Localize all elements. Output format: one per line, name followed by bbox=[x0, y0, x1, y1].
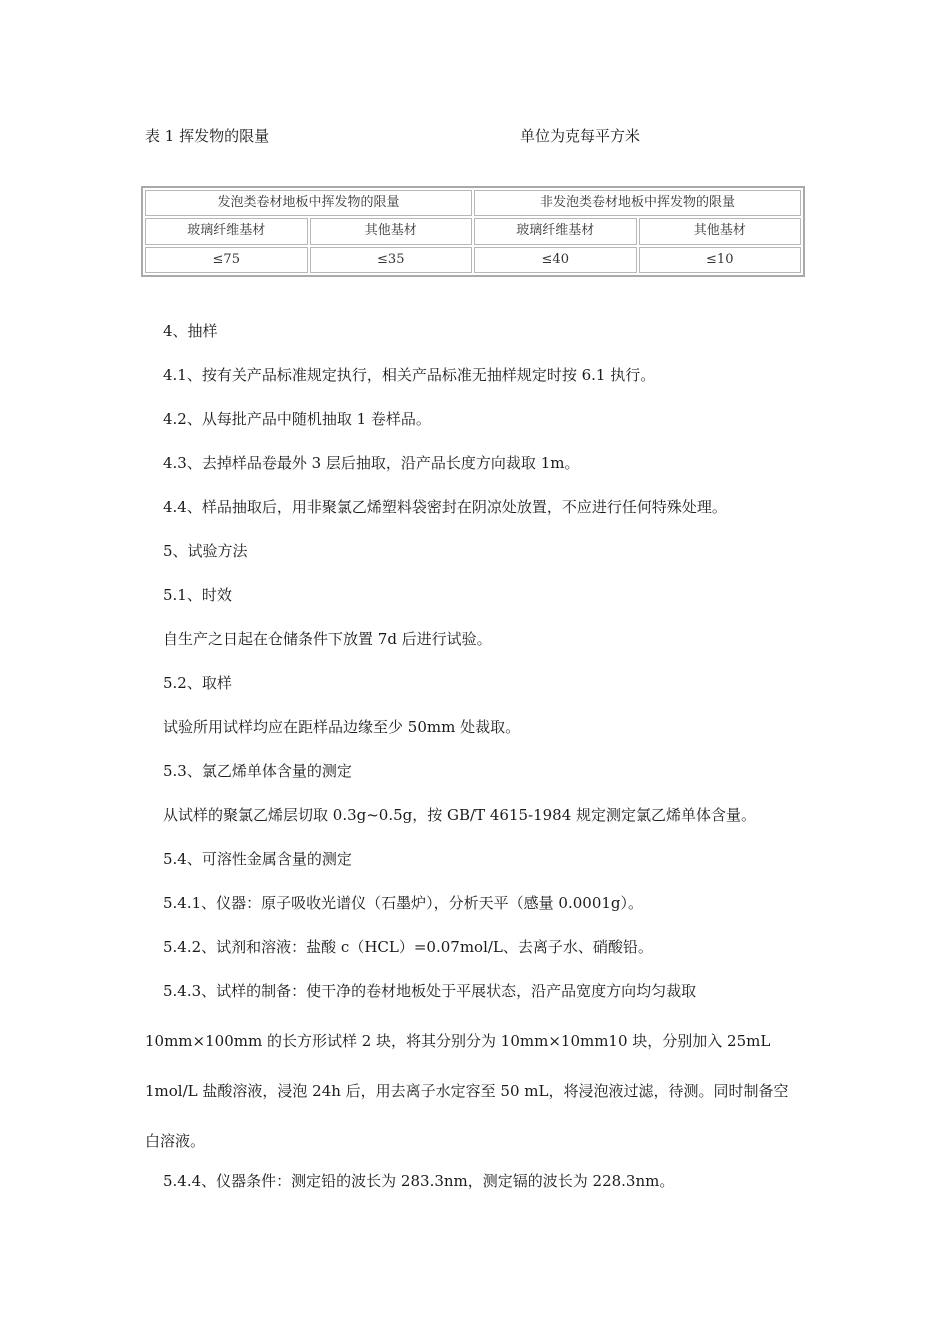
table-column-header: 玻璃纤维基材 bbox=[145, 218, 308, 244]
subsection-heading: 5.4、可溶性金属含量的测定 bbox=[163, 850, 352, 868]
paragraph: 4.3、去掉样品卷最外 3 层后抽取，沿产品长度方向裁取 1m。 bbox=[163, 454, 580, 472]
paragraph-continuation: 白溶液。 bbox=[145, 1132, 206, 1150]
section-heading: 5、试验方法 bbox=[163, 542, 248, 560]
table-cell: ≤10 bbox=[639, 247, 802, 273]
subsection-heading: 5.3、氯乙烯单体含量的测定 bbox=[163, 762, 352, 780]
table-cell: ≤35 bbox=[310, 247, 473, 273]
table-unit: 单位为克每平方米 bbox=[520, 127, 641, 145]
paragraph: 从试样的聚氯乙烯层切取 0.3g~0.5g，按 GB/T 4615-1984 规定测定氯乙烯单体含量。 bbox=[163, 806, 757, 824]
subsection-heading: 5.1、时效 bbox=[163, 586, 232, 604]
table-column-header: 其他基材 bbox=[310, 218, 473, 244]
section-heading: 4、抽样 bbox=[163, 322, 218, 340]
table-column-header: 玻璃纤维基材 bbox=[474, 218, 637, 244]
paragraph-continuation: 1mol/L 盐酸溶液，浸泡 24h 后，用去离子水定容至 50 mL，将浸泡液过滤，待测。同时制备空 bbox=[145, 1082, 789, 1100]
paragraph: 5.4.2、试剂和溶液：盐酸 c（HCL）=0.07mol/L、去离子水、硝酸铅。 bbox=[163, 938, 653, 956]
table-row bbox=[145, 247, 801, 273]
paragraph: 自生产之日起在仓储条件下放置 7d 后进行试验。 bbox=[163, 630, 492, 648]
table-group-header: 非发泡类卷材地板中挥发物的限量 bbox=[474, 190, 801, 216]
table-cell: ≤75 bbox=[145, 247, 308, 273]
paragraph: 5.4.4、仪器条件：测定铅的波长为 283.3nm，测定镉的波长为 228.3nm。 bbox=[163, 1172, 675, 1190]
paragraph: 5.4.3、试样的制备：使干净的卷材地板处于平展状态，沿产品宽度方向均匀裁取 bbox=[163, 982, 697, 1000]
limits-table bbox=[141, 186, 805, 277]
table-title: 表 1 挥发物的限量 bbox=[145, 127, 270, 145]
table-group-header: 发泡类卷材地板中挥发物的限量 bbox=[145, 190, 472, 216]
paragraph: 4.1、按有关产品标准规定执行，相关产品标准无抽样规定时按 6.1 执行。 bbox=[163, 366, 656, 384]
table-subheader-row bbox=[145, 218, 801, 244]
table-header-row bbox=[145, 190, 801, 216]
table-cell: ≤40 bbox=[474, 247, 637, 273]
paragraph: 5.4.1、仪器：原子吸收光谱仪（石墨炉），分析天平（感量 0.0001g）。 bbox=[163, 894, 644, 912]
paragraph: 4.4、样品抽取后，用非聚氯乙烯塑料袋密封在阴凉处放置，不应进行任何特殊处理。 bbox=[163, 498, 727, 516]
table-column-header: 其他基材 bbox=[639, 218, 802, 244]
subsection-heading: 5.2、取样 bbox=[163, 674, 232, 692]
paragraph: 4.2、从每批产品中随机抽取 1 卷样品。 bbox=[163, 410, 431, 428]
paragraph: 试验所用试样均应在距样品边缘至少 50mm 处裁取。 bbox=[163, 718, 521, 736]
paragraph-continuation: 10mm×100mm 的长方形试样 2 块，将其分别分为 10mm×10mm10 块，分别加入 25mL bbox=[145, 1032, 771, 1050]
